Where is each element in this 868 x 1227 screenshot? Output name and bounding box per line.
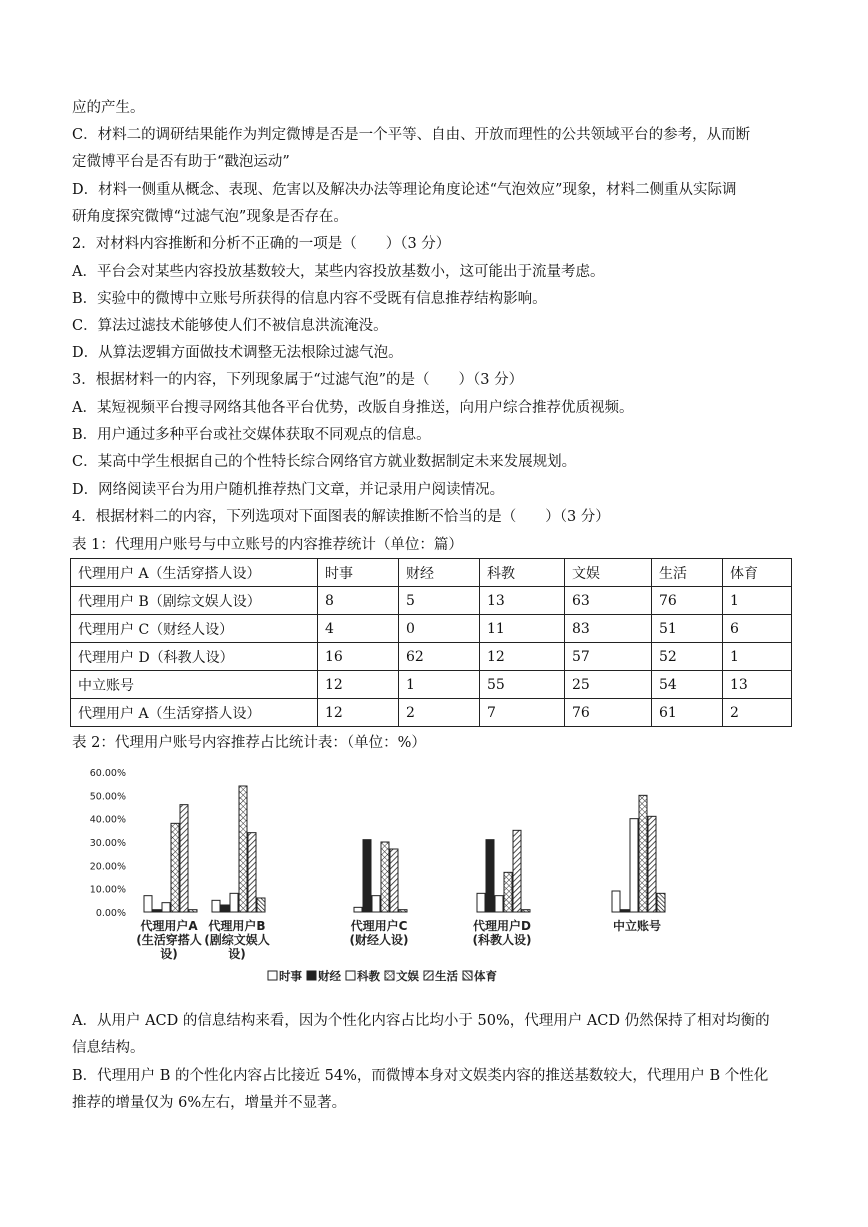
table-row <box>71 699 792 727</box>
y-tick-label: 10.00% <box>89 884 126 896</box>
text-line: 推荐的增量仅为 6%左右，增量并不显著。 <box>72 1095 347 1111</box>
table-row <box>71 615 792 643</box>
category-label: 代理用户A <box>140 919 198 933</box>
table-cell: 63 <box>565 587 652 615</box>
legend-label: 文娱 <box>396 969 419 983</box>
bar-体育 <box>522 910 530 912</box>
option-c-text: C．材料二的调研结果能作为判定微博是否是一个平等、自由、开放而理性的公共领域平台的参考，从而断 <box>72 127 751 143</box>
table-cell: 61 <box>652 699 723 727</box>
bar-时事 <box>477 893 485 912</box>
legend-swatch <box>307 971 316 980</box>
table-cell: 1 <box>723 587 792 615</box>
category-label: (剧综文娱人 <box>204 933 270 947</box>
table-row <box>71 643 792 671</box>
table-cell: 体育 <box>723 559 792 587</box>
category-label: (财经人设) <box>349 933 409 947</box>
table-cell: 5 <box>399 587 480 615</box>
q3-option-a: A．某短视频平台搜寻网络其他各平台优势，改版自身推送，向用户综合推荐优质视频。 <box>72 400 634 416</box>
table-cell: 代理用户 A（生活穿搭人设） <box>71 559 318 587</box>
legend-label: 时事 <box>279 969 302 983</box>
legend-swatch <box>424 971 433 980</box>
y-tick-label: 40.00% <box>89 814 126 826</box>
table-cell: 中立账号 <box>71 671 318 699</box>
table-cell: 13 <box>480 587 565 615</box>
table-cell: 52 <box>652 643 723 671</box>
table-cell: 财经 <box>399 559 480 587</box>
y-tick-label: 0.00% <box>95 908 126 919</box>
bar-时事 <box>144 896 152 912</box>
q2-option-c: C．算法过滤技术能够使人们不被信息洪流淹没。 <box>72 318 388 334</box>
category-label: 中立账号 <box>612 919 662 933</box>
table-cell: 4 <box>318 615 399 643</box>
table-cell: 代理用户 B（剧综文娱人设） <box>71 587 318 615</box>
table-cell: 76 <box>565 699 652 727</box>
bar-财经 <box>153 910 161 912</box>
category-label: 设) <box>160 947 178 961</box>
table-cell: 76 <box>652 587 723 615</box>
category-label: (生活穿搭人 <box>136 933 202 947</box>
bar-chart <box>82 758 692 998</box>
table1 <box>70 558 792 727</box>
bar-文娱 <box>639 795 647 912</box>
text-line: 定微博平台是否有助于“戳泡运动” <box>72 154 290 170</box>
bar-文娱 <box>381 842 389 912</box>
legend-swatch <box>268 971 277 980</box>
table-cell: 83 <box>565 615 652 643</box>
bar-时事 <box>612 891 620 912</box>
bar-科教 <box>630 819 638 912</box>
category-label: 代理用户C <box>350 919 408 933</box>
bar-科教 <box>230 893 238 912</box>
q4-option-a: A．从用户 ACD 的信息结构来看，因为个性化内容占比均小于 50%，代理用户 ACD 仍然保持了相对均衡的 <box>72 1013 770 1029</box>
bar-生活 <box>248 833 256 912</box>
table-cell: 54 <box>652 671 723 699</box>
category-label: 代理用户D <box>473 919 531 933</box>
legend-swatch <box>346 971 355 980</box>
table-cell: 1 <box>723 643 792 671</box>
table-cell: 时事 <box>318 559 399 587</box>
bar-科教 <box>372 896 380 912</box>
table1-title: 表 1：代理用户账号与中立账号的内容推荐统计（单位：篇） <box>72 537 463 553</box>
bar-生活 <box>648 816 656 912</box>
bar-体育 <box>657 893 665 912</box>
table-cell: 57 <box>565 643 652 671</box>
table-cell: 文娱 <box>565 559 652 587</box>
table-row <box>71 671 792 699</box>
option-d-text: D．材料一侧重从概念、表现、危害以及解决办法等理论角度论述“气泡效应”现象，材料二侧重从实际调 <box>72 182 737 198</box>
bar-体育 <box>257 898 265 912</box>
table-cell: 代理用户 D（科教人设） <box>71 643 318 671</box>
bar-体育 <box>399 910 407 912</box>
table-cell: 代理用户 A（生活穿搭人设） <box>71 699 318 727</box>
category-label: (科教人设) <box>472 933 532 947</box>
bar-时事 <box>212 900 220 912</box>
bar-文娱 <box>239 786 247 912</box>
q2-option-d: D．从算法逻辑方面做技术调整无法根除过滤气泡。 <box>72 345 403 361</box>
table-cell: 2 <box>723 699 792 727</box>
table-cell: 25 <box>565 671 652 699</box>
bar-文娱 <box>171 823 179 912</box>
table-cell: 7 <box>480 699 565 727</box>
table-cell: 11 <box>480 615 565 643</box>
bar-文娱 <box>504 872 512 912</box>
table-cell: 1 <box>399 671 480 699</box>
bar-生活 <box>180 805 188 912</box>
bar-财经 <box>363 840 371 912</box>
text-line: 应的产生。 <box>72 100 145 116</box>
y-tick-label: 20.00% <box>89 861 126 873</box>
q2-option-b: B．实验中的微博中立账号所获得的信息内容不受既有信息推荐结构影响。 <box>72 291 547 307</box>
table-cell: 8 <box>318 587 399 615</box>
y-tick-label: 60.00% <box>89 768 126 779</box>
bar-生活 <box>513 830 521 912</box>
q3-option-d: D．网络阅读平台为用户随机推荐热门文章，并记录用户阅读情况。 <box>72 482 505 498</box>
table-cell: 12 <box>318 699 399 727</box>
table-cell: 55 <box>480 671 565 699</box>
table-cell: 16 <box>318 643 399 671</box>
text-line: 研角度探究微博“过滤气泡”现象是否存在。 <box>72 209 348 225</box>
table-cell: 6 <box>723 615 792 643</box>
question-3: 3．根据材料一的内容，下列现象属于“过滤气泡”的是（ ）（3 分） <box>72 372 524 388</box>
category-label: 代理用户B <box>208 919 266 933</box>
table-row <box>71 587 792 615</box>
table-cell: 62 <box>399 643 480 671</box>
question-4: 4．根据材料二的内容，下列选项对下面图表的解读推断不恰当的是（ ）（3 分） <box>72 509 610 525</box>
q4-option-b: B．代理用户 B 的个性化内容占比接近 54%，而微博本身对文娱类内容的推送基数较大，代理用户 B 个性化 <box>72 1068 769 1084</box>
legend-swatch <box>463 971 472 980</box>
bar-财经 <box>621 910 629 912</box>
table-cell: 科教 <box>480 559 565 587</box>
q3-option-c: C．某高中学生根据自己的个性特长综合网络官方就业数据制定未来发展规划。 <box>72 454 577 470</box>
q3-option-b: B．用户通过多种平台或社交媒体获取不同观点的信息。 <box>72 427 431 443</box>
bar-财经 <box>221 905 229 912</box>
legend-label: 财经 <box>318 969 341 983</box>
table-cell: 51 <box>652 615 723 643</box>
bar-科教 <box>162 903 170 912</box>
table-cell: 2 <box>399 699 480 727</box>
bar-科教 <box>495 896 503 912</box>
y-tick-label: 50.00% <box>89 791 126 803</box>
table-cell: 代理用户 C（财经人设） <box>71 615 318 643</box>
legend-label: 体育 <box>474 969 497 983</box>
table-cell: 12 <box>318 671 399 699</box>
table-cell: 12 <box>480 643 565 671</box>
table-row <box>71 559 792 587</box>
legend-label: 生活 <box>435 969 458 983</box>
legend-swatch <box>385 971 394 980</box>
text-line: 信息结构。 <box>72 1040 145 1056</box>
table-cell: 生活 <box>652 559 723 587</box>
bar-体育 <box>189 910 197 912</box>
table-cell: 13 <box>723 671 792 699</box>
bar-财经 <box>486 840 494 912</box>
y-tick-label: 30.00% <box>89 838 126 849</box>
bar-时事 <box>354 907 362 912</box>
q2-option-a: A．平台会对某些内容投放基数较大，某些内容投放基数小，这可能出于流量考虑。 <box>72 264 605 280</box>
table-cell: 0 <box>399 615 480 643</box>
category-label: 设) <box>228 947 246 961</box>
bar-生活 <box>390 849 398 912</box>
question-2: 2．对材料内容推断和分析不正确的一项是（ ）（3 分） <box>72 236 451 252</box>
table2-title: 表 2：代理用户账号内容推荐占比统计表：（单位：%） <box>72 735 426 751</box>
legend-label: 科教 <box>357 969 380 983</box>
